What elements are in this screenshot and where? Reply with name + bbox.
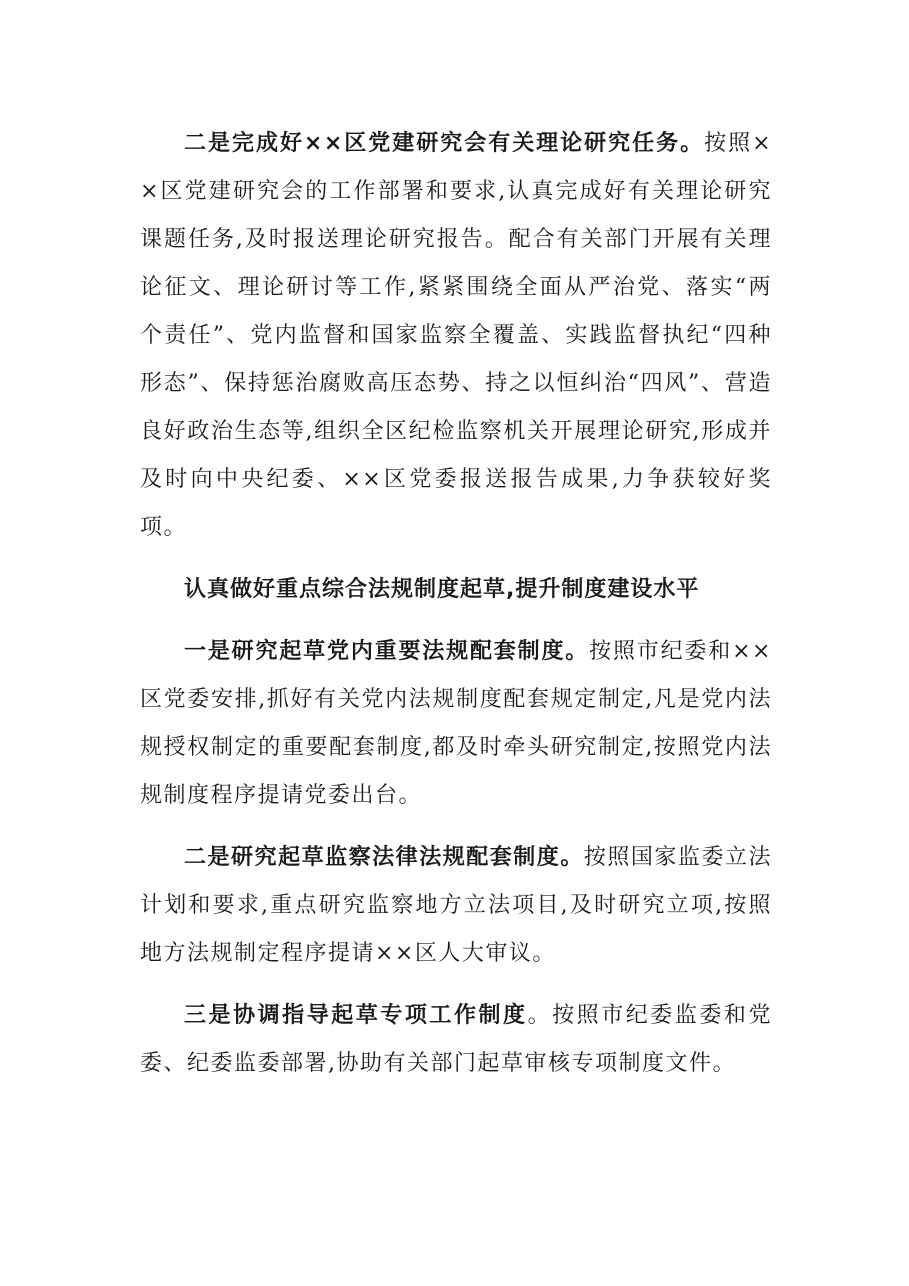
- paragraph-body: 按照××区党建研究会的工作部署和要求,认真完成好有关理论研究课题任务,及时报送理论研究报告。配合有关部门开展有关理论征文、理论研讨等工作,紧紧围绕全面从严治党、落实“两个责任”、党内监督和国家监察全覆盖、实践监督执纪“四种形态”、保持惩治腐败高压态势、持之以恒纠治“四风”、营造良好政治生态等,组织全区纪检监察机关开展理论研究,形成并及时向中央纪委、××区党委报送报告成果,力争获较好奖项。: [140, 131, 773, 540]
- paragraph-body: 按照国家监委立法计划和要求,重点研究监察地方立法项目,及时研究立项,按照地方法规制定程序提请××区人大审议。: [140, 845, 772, 966]
- document-page: [140, 120, 772, 1102]
- section-heading: 认真做好重点综合法规制度起草,提升制度建设水平: [184, 577, 700, 602]
- paragraph-party-regulations: [140, 628, 772, 820]
- paragraph-theory-research: [140, 120, 772, 552]
- paragraph-body: 按照市纪委和××区党委安排,抓好有关党内法规制度配套规定制定,凡是党内法规授权制定的重要配套制度,都及时牵头研究制定,按照党内法规制度程序提请党委出台。: [140, 639, 772, 808]
- paragraph-lead: 一是研究起草党内重要法规配套制度。: [184, 639, 590, 664]
- paragraph-special-systems: [140, 992, 772, 1088]
- paragraph-lead: 二是完成好××区党建研究会有关理论研究任务。: [184, 131, 705, 156]
- paragraph-body: 。按照市纪委监委和党委、纪委监委部署,协助有关部门起草审核专项制度文件。: [140, 1003, 772, 1076]
- paragraph-lead: 三是协调指导起草专项工作制度: [184, 1003, 528, 1028]
- paragraph-supervision-laws: [140, 834, 772, 978]
- paragraph-lead: 二是研究起草监察法律法规配套制度。: [184, 845, 584, 870]
